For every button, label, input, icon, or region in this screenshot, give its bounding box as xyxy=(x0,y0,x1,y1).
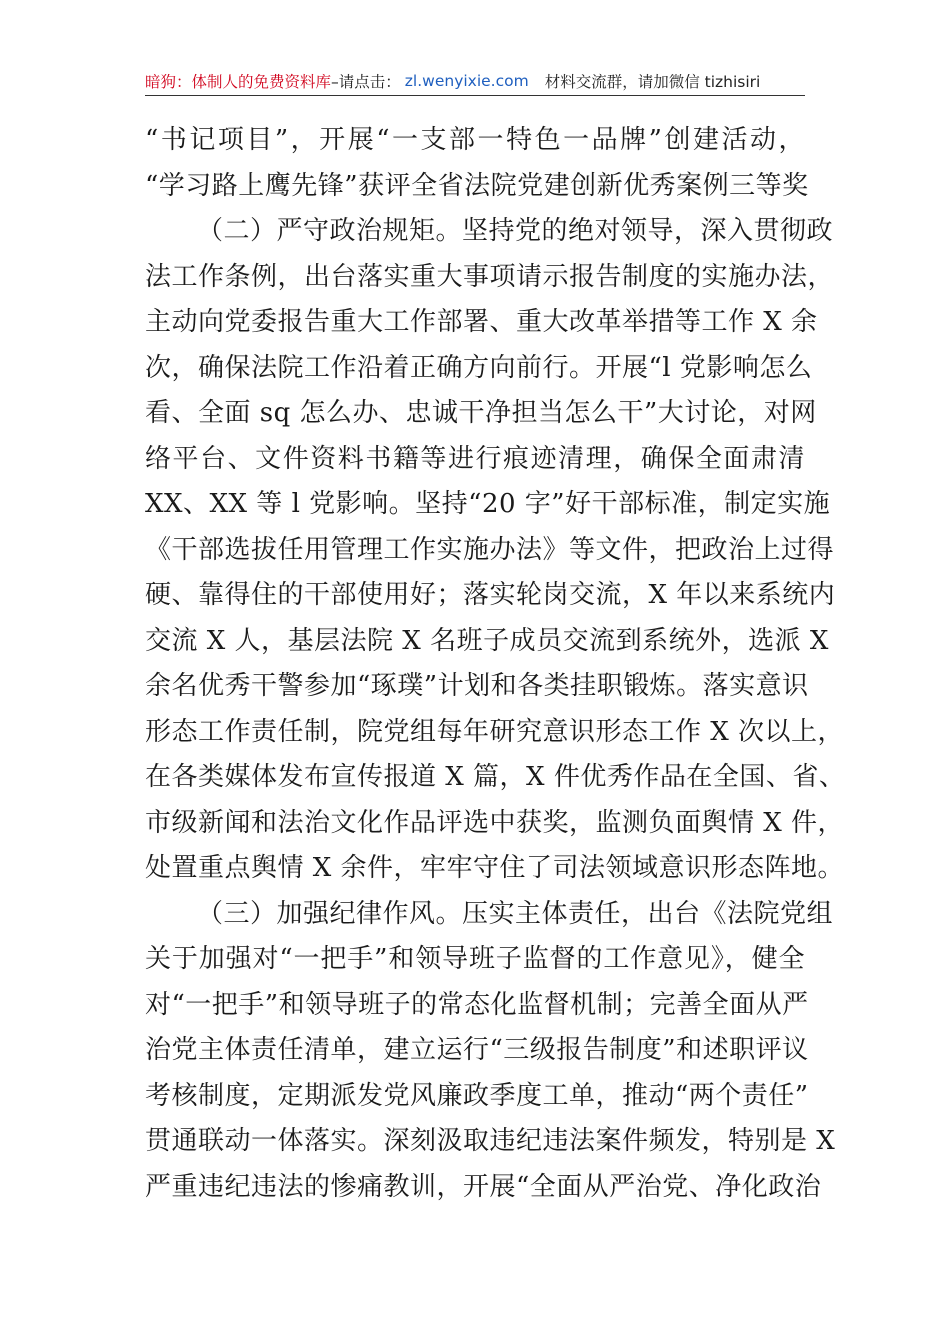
text-line: （二）严守政治规矩。坚持党的绝对领导，深入贯彻政 xyxy=(197,216,834,246)
text-line: 市级新闻和法治文化作品评选中获奖，监测负面舆情 X 件， xyxy=(145,807,845,838)
text-line: 严重违纪违法的惨痛教训，开展“全面从严治党、净化政治 xyxy=(145,1171,822,1202)
text-line: 处置重点舆情 X 余件，牢牢守住了司法领域意识形态阵地。 xyxy=(145,853,845,883)
text-line: 硬、靠得住的干部使用好；落实轮岗交流，X 年以来系统内 xyxy=(145,580,836,610)
document-body xyxy=(145,118,846,1210)
text-line: 考核制度，定期派发党风廉政季度工单，推动“两个责任” xyxy=(145,1080,809,1111)
header-prompt: –请点击： xyxy=(331,73,401,91)
text-line: 治党主体责任清单，建立运行“三级报告制度”和述职评议 xyxy=(145,1035,809,1065)
header-brand: 暗狗：体制人的免费资料库 xyxy=(145,73,332,91)
text-line: 余名优秀干警参加“琢璞”计划和各类挂职锻炼。落实意识 xyxy=(145,671,809,701)
text-line: 法工作条例，出台落实重大事项请示报告制度的实施办法， xyxy=(145,261,835,292)
header-url-link[interactable]: zl.wenyixie.com xyxy=(404,72,529,90)
text-line: 交流 X 人，基层法院 X 名班子成员交流到系统外，选派 X xyxy=(145,625,829,656)
text-line: 看、全面 sq 怎么办、忠诚干净担当怎么干”大讨论，对网 xyxy=(145,398,817,428)
text-line: “书记项目”，开展“一支部一特色一品牌”创建活动， xyxy=(145,125,805,155)
text-line: 主动向党委报告重大工作部署、重大改革举措等工作 X 余 xyxy=(145,307,818,337)
text-line: 关于加强对“一把手”和领导班子监督的工作意见》，健全 xyxy=(145,944,805,974)
text-line: 在各类媒体发布宣传报道 X 篇，X 件优秀作品在全国、省、 xyxy=(145,762,846,792)
text-line: 次，确保法院工作沿着正确方向前行。开展“l 党影响怎么 xyxy=(145,352,813,383)
text-line: XX、XX 等 l 党影响。坚持“20 字”好干部标准，制定实施 xyxy=(145,489,831,519)
header-divider xyxy=(145,95,805,96)
paragraph-2 xyxy=(145,209,846,892)
paragraph-3 xyxy=(145,892,836,1211)
text-line: 《干部选拔任用管理工作实施办法》等文件，把政治上过得 xyxy=(145,534,835,565)
paragraph-1 xyxy=(145,118,809,209)
text-line: “学习路上鹰先锋”获评全省法院党建创新优秀案例三等奖 xyxy=(145,170,809,201)
document-header xyxy=(145,66,805,96)
header-group-note: 材料交流群，请加微信 tizhisiri xyxy=(544,73,761,91)
text-line: （三）加强纪律作风。压实主体责任，出台《法院党组 xyxy=(197,898,834,929)
text-line: 络平台、文件资料书籍等进行痕迹清理，确保全面肃清 xyxy=(145,443,805,474)
text-line: 贯通联动一体落实。深刻汲取违纪违法案件频发，特别是 X xyxy=(145,1126,836,1156)
text-line: 对“一把手”和领导班子的常态化监督机制；完善全面从严 xyxy=(145,989,809,1020)
text-line: 形态工作责任制，院党组每年研究意识形态工作 X 次以上， xyxy=(145,716,845,747)
